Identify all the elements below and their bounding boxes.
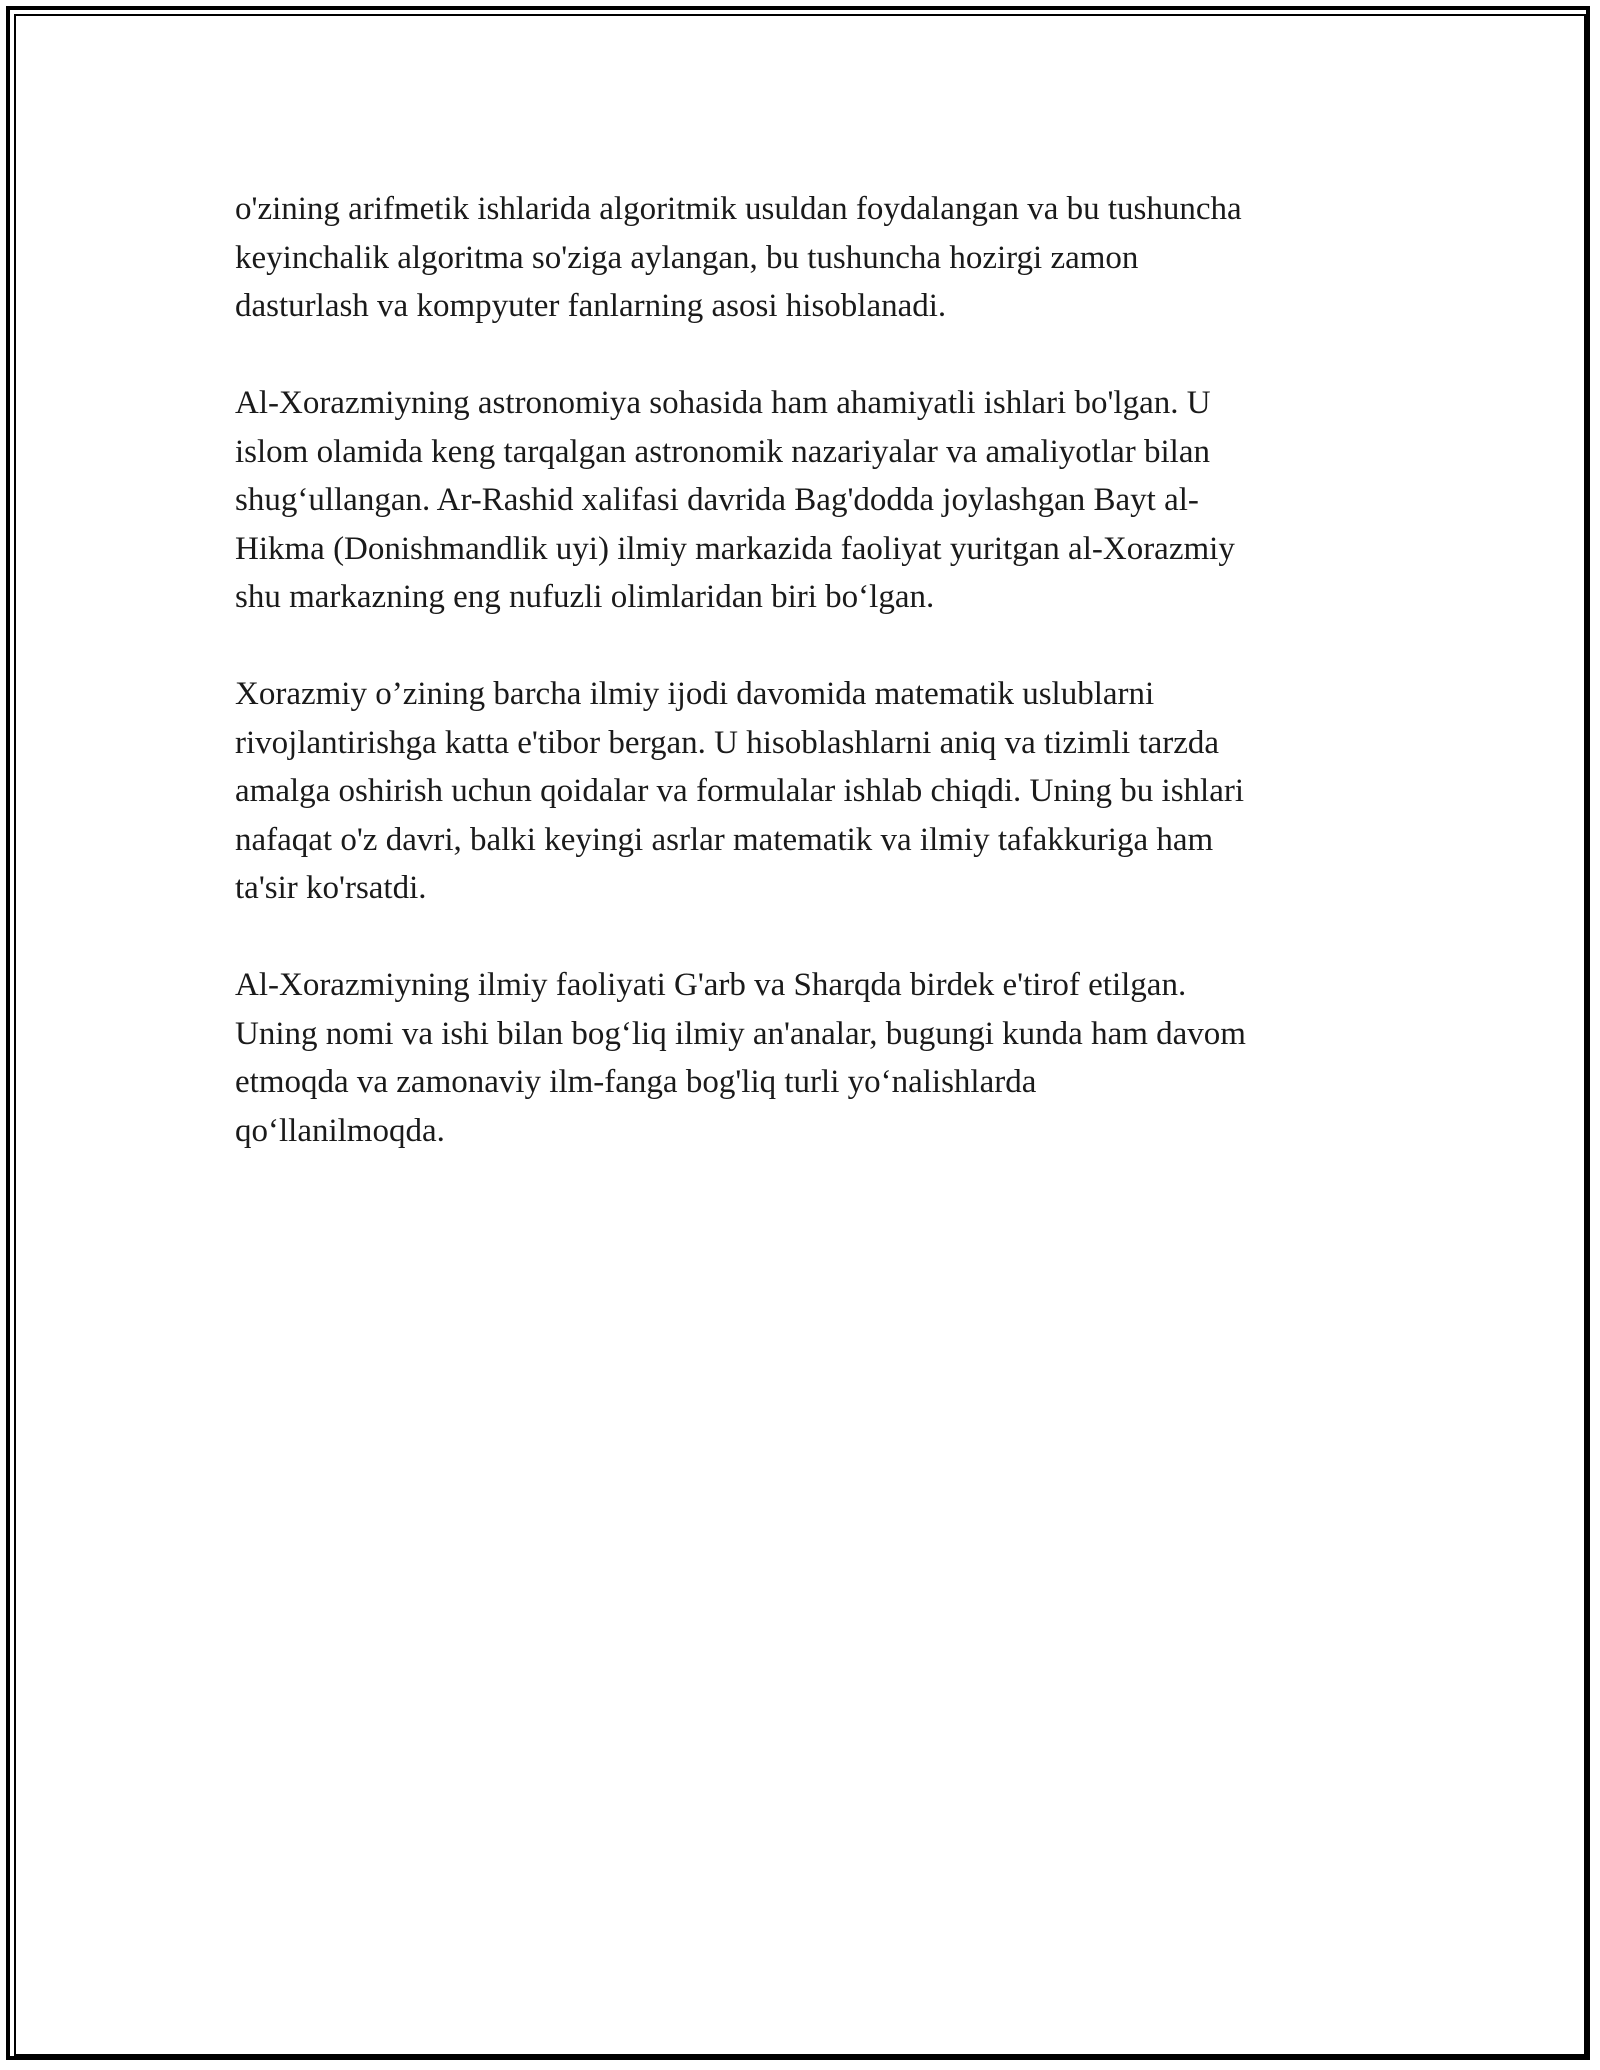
text-line: Al-Xorazmiyning astronomiya sohasida ham ahamiyatli ishlari bo'lgan. U (235, 385, 1211, 421)
text-line: islom olamida keng tarqalgan astronomik nazariyalar va amaliyotlar bilan (235, 433, 1210, 470)
document-body (235, 185, 1365, 1204)
text-line: keyinchalik algoritma so'ziga aylangan, bu tushuncha hozirgi zamon (235, 239, 1139, 276)
text-line: nafaqat o'z davri, balki keyingi asrlar matematik va ilmiy tafakkuriga ham (235, 821, 1214, 858)
paragraph-1 (235, 185, 1365, 331)
text-line: Xorazmiy o’zining barcha ilmiy ijodi davomida matematik uslublarni (235, 676, 1155, 712)
paragraph-4 (235, 961, 1365, 1155)
text-line: shu markazning eng nufuzli olimlaridan biri bo‘lgan. (235, 579, 935, 615)
text-line: rivojlantirishga katta e'tibor bergan. U hisoblashlarni aniq va tizimli tarzda (235, 724, 1220, 761)
paragraph-3 (235, 670, 1365, 913)
text-line: shug‘ullangan. Ar-Rashid xalifasi davrida Bag'dodda joylashgan Bayt al- (235, 482, 1199, 518)
text-line: ta'sir ko'rsatdi. (235, 870, 427, 906)
text-line: etmoqda va zamonaviy ilm-fanga bog'liq turli yo‘nalishlarda (235, 1064, 1037, 1100)
text-line: amalga oshirish uchun qoidalar va formulalar ishlab chiqdi. Uning bu ishlari (235, 773, 1245, 809)
text-line: dasturlash va kompyuter fanlarning asosi hisoblanadi. (235, 288, 947, 324)
text-line: Al-Xorazmiyning ilmiy faoliyati G'arb va Sharqda birdek e'tirof etilgan. (235, 967, 1187, 1003)
text-line: o'zining arifmetik ishlarida algoritmik usuldan foydalangan va bu tushuncha (235, 191, 1242, 227)
text-line: Hikma (Donishmandlik uyi) ilmiy markazida faoliyat yuritgan al-Xorazmiy (235, 530, 1235, 567)
paragraph-2 (235, 379, 1365, 622)
text-line: qo‘llanilmoqda. (235, 1112, 445, 1149)
text-line: Uning nomi va ishi bilan bog‘liq ilmiy an'analar, bugungi kunda ham davom (235, 1015, 1246, 1052)
